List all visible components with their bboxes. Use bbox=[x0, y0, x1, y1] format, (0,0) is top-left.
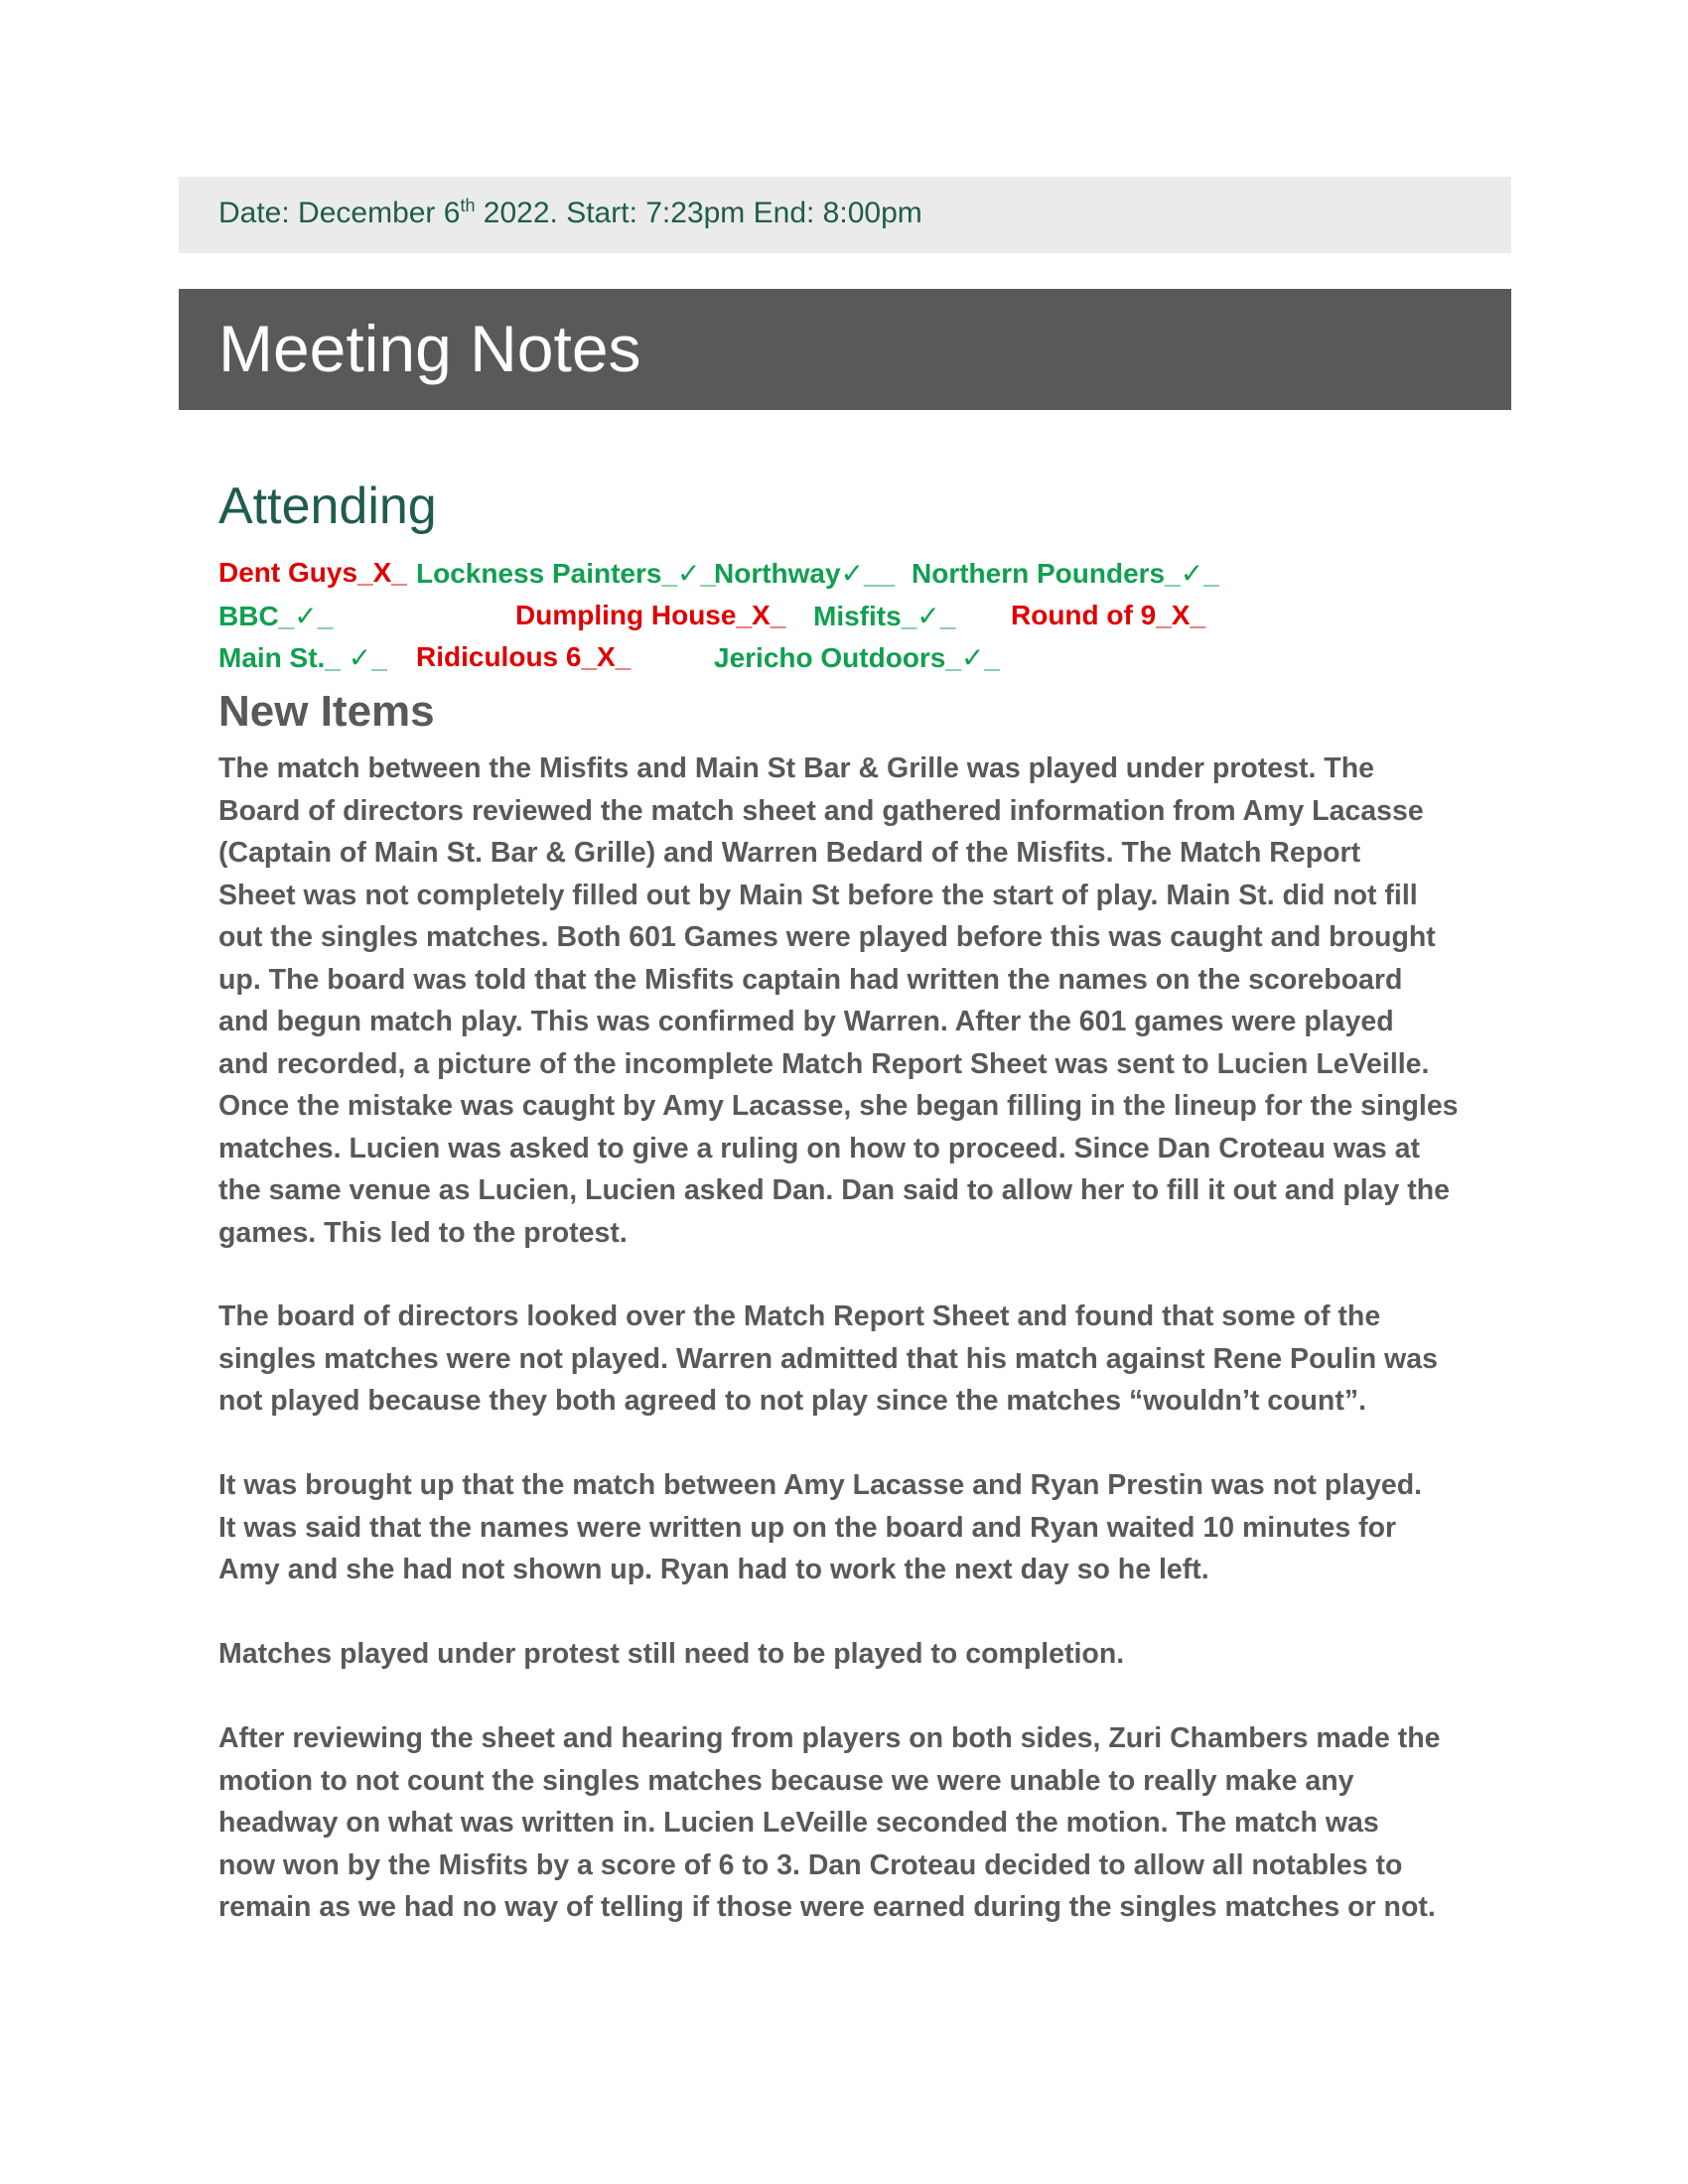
text-line: Once the mistake was caught by Amy Lacasse, she began filling in the lineup for the singles bbox=[218, 1090, 1459, 1122]
team-ridiculous-6: Ridiculous 6_X_ bbox=[416, 641, 632, 672]
text-line: Matches played under protest still need to be played to completion. bbox=[218, 1638, 1125, 1670]
text-line: now won by the Misfits by a score of 6 to 3. Dan Croteau decided to allow all notables to bbox=[218, 1848, 1403, 1881]
paragraph-completion bbox=[218, 1633, 1509, 1676]
text-line: out the singles matches. Both 601 Games were played before this was caught and brought bbox=[218, 921, 1436, 953]
text-line: matches. Lucien was asked to give a ruling on how to proceed. Since Dan Croteau was at bbox=[218, 1132, 1420, 1164]
text-line: It was brought up that the match between Amy Lacasse and Ryan Prestin was not played. bbox=[218, 1469, 1423, 1501]
team-dumpling-house: Dumpling House_X_ bbox=[515, 600, 786, 630]
attending-heading: Attending bbox=[218, 478, 437, 535]
title-bar bbox=[179, 289, 1511, 410]
date-prefix: Date: December 6 bbox=[218, 197, 461, 229]
text-line: not played because they both agreed to not play since the matches “wouldn’t count”. bbox=[218, 1385, 1367, 1417]
text-line: headway on what was written in. Lucien LeVeille seconded the motion. The match was bbox=[218, 1807, 1379, 1839]
text-line: The match between the Misfits and Main St Bar & Grille was played under protest. The bbox=[218, 752, 1374, 784]
date-bar bbox=[179, 177, 1511, 253]
team-lockness-painters: Lockness Painters_✓_ bbox=[416, 558, 717, 589]
team-jericho-outdoors: Jericho Outdoors_✓_ bbox=[714, 642, 1000, 673]
text-line: remain as we had no way of telling if those were earned during the singles matches or not. bbox=[218, 1891, 1436, 1923]
text-line: Amy and she had not shown up. Ryan had to work the next day so he left. bbox=[218, 1554, 1209, 1585]
text-line: It was said that the names were written up on the board and Ryan waited 10 minutes for bbox=[218, 1511, 1397, 1544]
team-dent-guys: Dent Guys_X_ bbox=[218, 557, 407, 588]
text-line: games. This led to the protest. bbox=[218, 1216, 628, 1249]
text-line: Board of directors reviewed the match sheet and gathered information from Amy Lacasse bbox=[218, 794, 1424, 827]
date-suffix: 2022. Start: 7:23pm End: 8:00pm bbox=[475, 197, 922, 229]
meeting-date-time bbox=[218, 197, 922, 230]
text-line: Sheet was not completely filled out by Main St before the start of play. Main St. did not fill bbox=[218, 879, 1418, 911]
text-line: and recorded, a picture of the incomplete Match Report Sheet was sent to Lucien LeVeille. bbox=[218, 1047, 1430, 1080]
new-items-heading: New Items bbox=[218, 687, 435, 736]
text-line: and begun match play. This was confirmed by Warren. After the 601 games were played bbox=[218, 1006, 1394, 1037]
text-line: After reviewing the sheet and hearing from players on both sides, Zuri Chambers made the bbox=[218, 1722, 1441, 1754]
page-title: Meeting Notes bbox=[218, 312, 641, 385]
team-misfits: Misfits_✓_ bbox=[813, 601, 956, 631]
team-round-of-9: Round of 9_X_ bbox=[1011, 600, 1206, 630]
text-line: The board of directors looked over the Match Report Sheet and found that some of the bbox=[218, 1300, 1381, 1332]
team-northern-pounders: Northern Pounders_✓_ bbox=[912, 558, 1219, 589]
text-line: the same venue as Lucien, Lucien asked Dan. Dan said to allow her to fill it out and play the bbox=[218, 1174, 1451, 1206]
paragraph-unplayed-match bbox=[218, 1464, 1509, 1591]
text-line: singles matches were not played. Warren admitted that his match against Rene Poulin was bbox=[218, 1342, 1438, 1375]
team-northway: Northway✓__ bbox=[714, 558, 896, 589]
paragraph-review bbox=[218, 1296, 1509, 1423]
text-line: motion to not count the singles matches because we were unable to really make any bbox=[218, 1764, 1354, 1797]
team-bbc: BBC_✓_ bbox=[218, 601, 334, 631]
text-line: (Captain of Main St. Bar & Grille) and Warren Bedard of the Misfits. The Match Report bbox=[218, 837, 1361, 869]
paragraph-protest bbox=[218, 748, 1509, 1254]
paragraph-motion bbox=[218, 1717, 1509, 1929]
text-line: up. The board was told that the Misfits captain had written the names on the scoreboard bbox=[218, 963, 1403, 996]
team-main-st: Main St._ ✓_ bbox=[218, 642, 387, 673]
date-superscript: th bbox=[460, 196, 476, 215]
